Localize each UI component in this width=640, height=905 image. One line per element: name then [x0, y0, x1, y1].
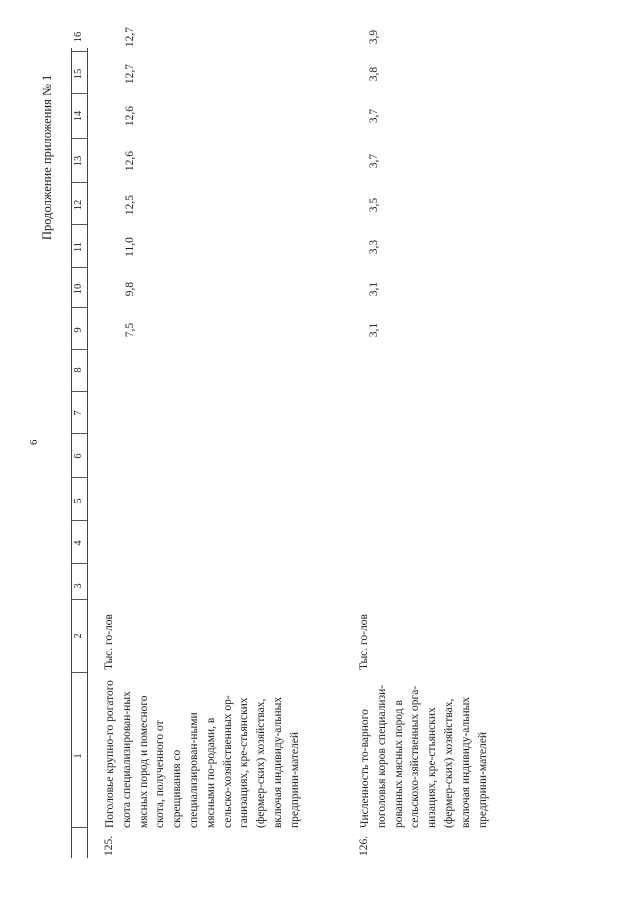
table-cell: 3,1 — [368, 322, 380, 338]
header-column-separator — [71, 433, 87, 434]
column-header: 5 — [73, 498, 84, 504]
column-header: 4 — [73, 540, 84, 546]
column-header: 2 — [73, 633, 84, 639]
header-column-separator — [71, 349, 87, 350]
table-cell: 3,5 — [368, 197, 380, 213]
row-unit: Тыс. го-лов — [103, 614, 115, 670]
table-cell: 3,7 — [368, 153, 380, 169]
table-cell: 11,0 — [124, 237, 136, 257]
header-column-separator — [71, 391, 87, 392]
column-header: 8 — [73, 367, 84, 373]
column-header: 14 — [73, 110, 84, 122]
page-caption: Продолжение приложения № 1 — [40, 74, 54, 240]
row-indicator-name: Поголовье крупно-го рогатого скота специализирован-ных мясных пород и помесного скота, полученного от скрещивания со специализирован-ными мясными по-родами, в сельско-хозяйственных ор-ганизациях, кре-стьянских (фермер-ских) хозяйствах, включая индивиду-альных предприни-мателей — [104, 680, 301, 828]
row-indicator-name: Численность то-варного поголовья коров специализи-рованных мясных пород в сельскохо-зяйственных орга-низациях, кре-стьянских (фермер-ских) хозяйствах, включая индивиду-альных предприни-мателей — [359, 684, 489, 828]
column-header: 7 — [73, 410, 84, 416]
row-unit: Тыс. го-лов — [358, 614, 370, 670]
row-number: 126. — [358, 835, 370, 856]
table-cell: 3,1 — [368, 281, 380, 297]
table-cell: 3,7 — [368, 108, 380, 124]
column-header: 13 — [73, 155, 84, 167]
table-cell: 12,6 — [124, 150, 136, 172]
header-column-separator — [71, 93, 87, 94]
header-column-separator — [71, 51, 87, 52]
header-column-separator — [71, 267, 87, 268]
table-header-rule — [87, 48, 88, 858]
column-header: 1 — [73, 753, 84, 759]
column-header: 11 — [73, 241, 84, 253]
column-header: 16 — [73, 31, 84, 43]
header-column-separator — [71, 224, 87, 225]
table — [71, 26, 531, 858]
column-header: 6 — [73, 453, 84, 459]
table-cell: 3,9 — [368, 29, 380, 45]
table-cell: 12,6 — [124, 105, 136, 127]
page-number: 6 — [28, 439, 40, 445]
table-cell: 12,7 — [124, 63, 136, 85]
table-cell: 9,8 — [124, 281, 136, 297]
header-column-separator — [71, 182, 87, 183]
table-cell: 3,3 — [368, 239, 380, 255]
row-number: 125. — [103, 835, 115, 856]
column-header: 10 — [73, 283, 84, 295]
table-cell: 3,8 — [368, 66, 380, 82]
header-column-separator — [71, 138, 87, 139]
header-column-separator — [71, 599, 87, 600]
column-header: 9 — [73, 327, 84, 333]
header-column-separator — [71, 827, 87, 828]
header-column-separator — [71, 563, 87, 564]
table-top-rule — [71, 48, 72, 858]
header-column-separator — [71, 477, 87, 478]
header-column-separator — [71, 520, 87, 521]
table-cell: 7,5 — [124, 322, 136, 338]
header-column-separator — [71, 672, 87, 673]
header-column-separator — [71, 307, 87, 308]
column-header: 3 — [73, 583, 84, 589]
table-cell: 12,5 — [124, 194, 136, 216]
column-header: 15 — [73, 68, 84, 80]
column-header: 12 — [73, 199, 84, 211]
table-cell: 12,7 — [124, 26, 136, 48]
